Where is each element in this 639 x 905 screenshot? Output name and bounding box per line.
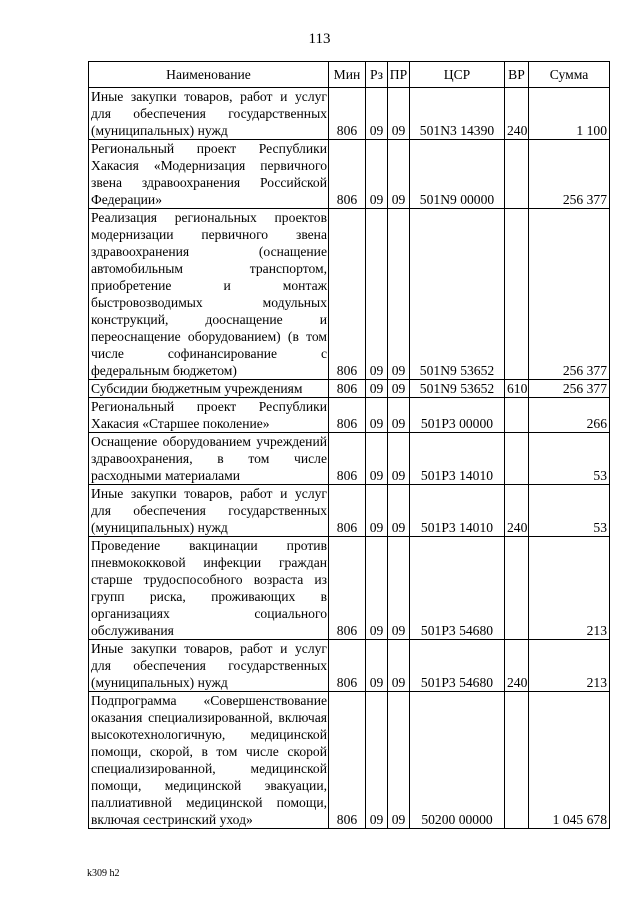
row-rz: 09 bbox=[366, 485, 388, 537]
row-pr: 09 bbox=[388, 433, 410, 485]
table-row bbox=[89, 433, 610, 485]
row-vr bbox=[505, 692, 529, 829]
row-csr: 501P3 14010 bbox=[410, 485, 505, 537]
row-sum: 256 377 bbox=[529, 380, 610, 398]
row-sum: 213 bbox=[529, 640, 610, 692]
row-name: Иные закупки товаров, работ и услуг для обеспечения государственных (муниципальных) нужд bbox=[89, 88, 329, 140]
row-min: 806 bbox=[329, 88, 366, 140]
row-rz: 09 bbox=[366, 640, 388, 692]
table-row bbox=[89, 537, 610, 640]
row-pr: 09 bbox=[388, 380, 410, 398]
header-name: Наименование bbox=[89, 62, 329, 88]
header-sum: Сумма bbox=[529, 62, 610, 88]
row-sum: 213 bbox=[529, 537, 610, 640]
row-rz: 09 bbox=[366, 398, 388, 433]
row-csr: 50200 00000 bbox=[410, 692, 505, 829]
row-name: Региональный проект Республики Хакасия «Модернизация первичного звена здравоохранения Российской Федерации» bbox=[89, 140, 329, 209]
row-vr bbox=[505, 537, 529, 640]
row-rz: 09 bbox=[366, 88, 388, 140]
row-rz: 09 bbox=[366, 140, 388, 209]
row-min: 806 bbox=[329, 380, 366, 398]
row-sum: 256 377 bbox=[529, 140, 610, 209]
header-csr: ЦСР bbox=[410, 62, 505, 88]
row-sum: 1 100 bbox=[529, 88, 610, 140]
table-row bbox=[89, 640, 610, 692]
table-row bbox=[89, 398, 610, 433]
table-row bbox=[89, 140, 610, 209]
row-pr: 09 bbox=[388, 485, 410, 537]
header-pr: ПР bbox=[388, 62, 410, 88]
row-sum: 266 bbox=[529, 398, 610, 433]
row-vr: 240 bbox=[505, 88, 529, 140]
row-pr: 09 bbox=[388, 209, 410, 380]
row-rz: 09 bbox=[366, 692, 388, 829]
table-row bbox=[89, 485, 610, 537]
header-min: Мин bbox=[329, 62, 366, 88]
row-min: 806 bbox=[329, 485, 366, 537]
header-rz: Рз bbox=[366, 62, 388, 88]
row-vr bbox=[505, 209, 529, 380]
row-rz: 09 bbox=[366, 433, 388, 485]
row-name: Реализация региональных проектов модернизации первичного звена здравоохранения (оснащение автомобильным транспортом, приобретение и монтаж быстровозводимых модульных конструкций, дооснащение и переоснащение оборудованием) (в том числе софинансирование с федеральным бюджетом) bbox=[89, 209, 329, 380]
table-row bbox=[89, 209, 610, 380]
row-csr: 501P3 00000 bbox=[410, 398, 505, 433]
row-pr: 09 bbox=[388, 398, 410, 433]
row-rz: 09 bbox=[366, 380, 388, 398]
row-vr bbox=[505, 433, 529, 485]
budget-table bbox=[88, 61, 610, 829]
row-csr: 501N3 14390 bbox=[410, 88, 505, 140]
table-header-row bbox=[89, 62, 610, 88]
row-csr: 501P3 14010 bbox=[410, 433, 505, 485]
row-pr: 09 bbox=[388, 88, 410, 140]
row-name: Иные закупки товаров, работ и услуг для обеспечения государственных (муниципальных) нужд bbox=[89, 640, 329, 692]
row-name: Субсидии бюджетным учреждениям bbox=[89, 380, 329, 398]
row-name: Иные закупки товаров, работ и услуг для обеспечения государственных (муниципальных) нужд bbox=[89, 485, 329, 537]
header-vr: ВР bbox=[505, 62, 529, 88]
page-number: 113 bbox=[308, 31, 331, 47]
row-pr: 09 bbox=[388, 537, 410, 640]
row-sum: 1 045 678 bbox=[529, 692, 610, 829]
row-rz: 09 bbox=[366, 537, 388, 640]
table-row bbox=[89, 692, 610, 829]
row-rz: 09 bbox=[366, 209, 388, 380]
row-sum: 53 bbox=[529, 433, 610, 485]
row-csr: 501N9 53652 bbox=[410, 380, 505, 398]
row-vr: 240 bbox=[505, 640, 529, 692]
table-row bbox=[89, 380, 610, 398]
row-min: 806 bbox=[329, 692, 366, 829]
row-name: Оснащение оборудованием учреждений здравоохранения, в том числе расходными материалами bbox=[89, 433, 329, 485]
row-min: 806 bbox=[329, 140, 366, 209]
row-csr: 501N9 53652 bbox=[410, 209, 505, 380]
row-min: 806 bbox=[329, 537, 366, 640]
row-csr: 501P3 54680 bbox=[410, 640, 505, 692]
row-pr: 09 bbox=[388, 640, 410, 692]
row-vr bbox=[505, 398, 529, 433]
row-pr: 09 bbox=[388, 140, 410, 209]
footer-code: k309 h2 bbox=[87, 868, 120, 879]
row-name: Подпрограмма «Совершенствование оказания специализированной, включая высокотехнологичную, медицинской помощи, скорой, в том числе скорой специализированной, медицинской помощи, медицинской эвакуации, паллиативной медицинской помощи, включая сестринский уход» bbox=[89, 692, 329, 829]
row-name: Проведение вакцинации против пневмококковой инфекции граждан старше трудоспособного возраста из групп риска, проживающих в организациях социального обслуживания bbox=[89, 537, 329, 640]
row-min: 806 bbox=[329, 640, 366, 692]
row-csr: 501P3 54680 bbox=[410, 537, 505, 640]
row-vr: 610 bbox=[505, 380, 529, 398]
row-min: 806 bbox=[329, 433, 366, 485]
row-sum: 256 377 bbox=[529, 209, 610, 380]
row-sum: 53 bbox=[529, 485, 610, 537]
row-name: Региональный проект Республики Хакасия «Старшее поколение» bbox=[89, 398, 329, 433]
row-vr bbox=[505, 140, 529, 209]
row-vr: 240 bbox=[505, 485, 529, 537]
row-csr: 501N9 00000 bbox=[410, 140, 505, 209]
row-min: 806 bbox=[329, 398, 366, 433]
row-min: 806 bbox=[329, 209, 366, 380]
row-pr: 09 bbox=[388, 692, 410, 829]
table-row bbox=[89, 88, 610, 140]
